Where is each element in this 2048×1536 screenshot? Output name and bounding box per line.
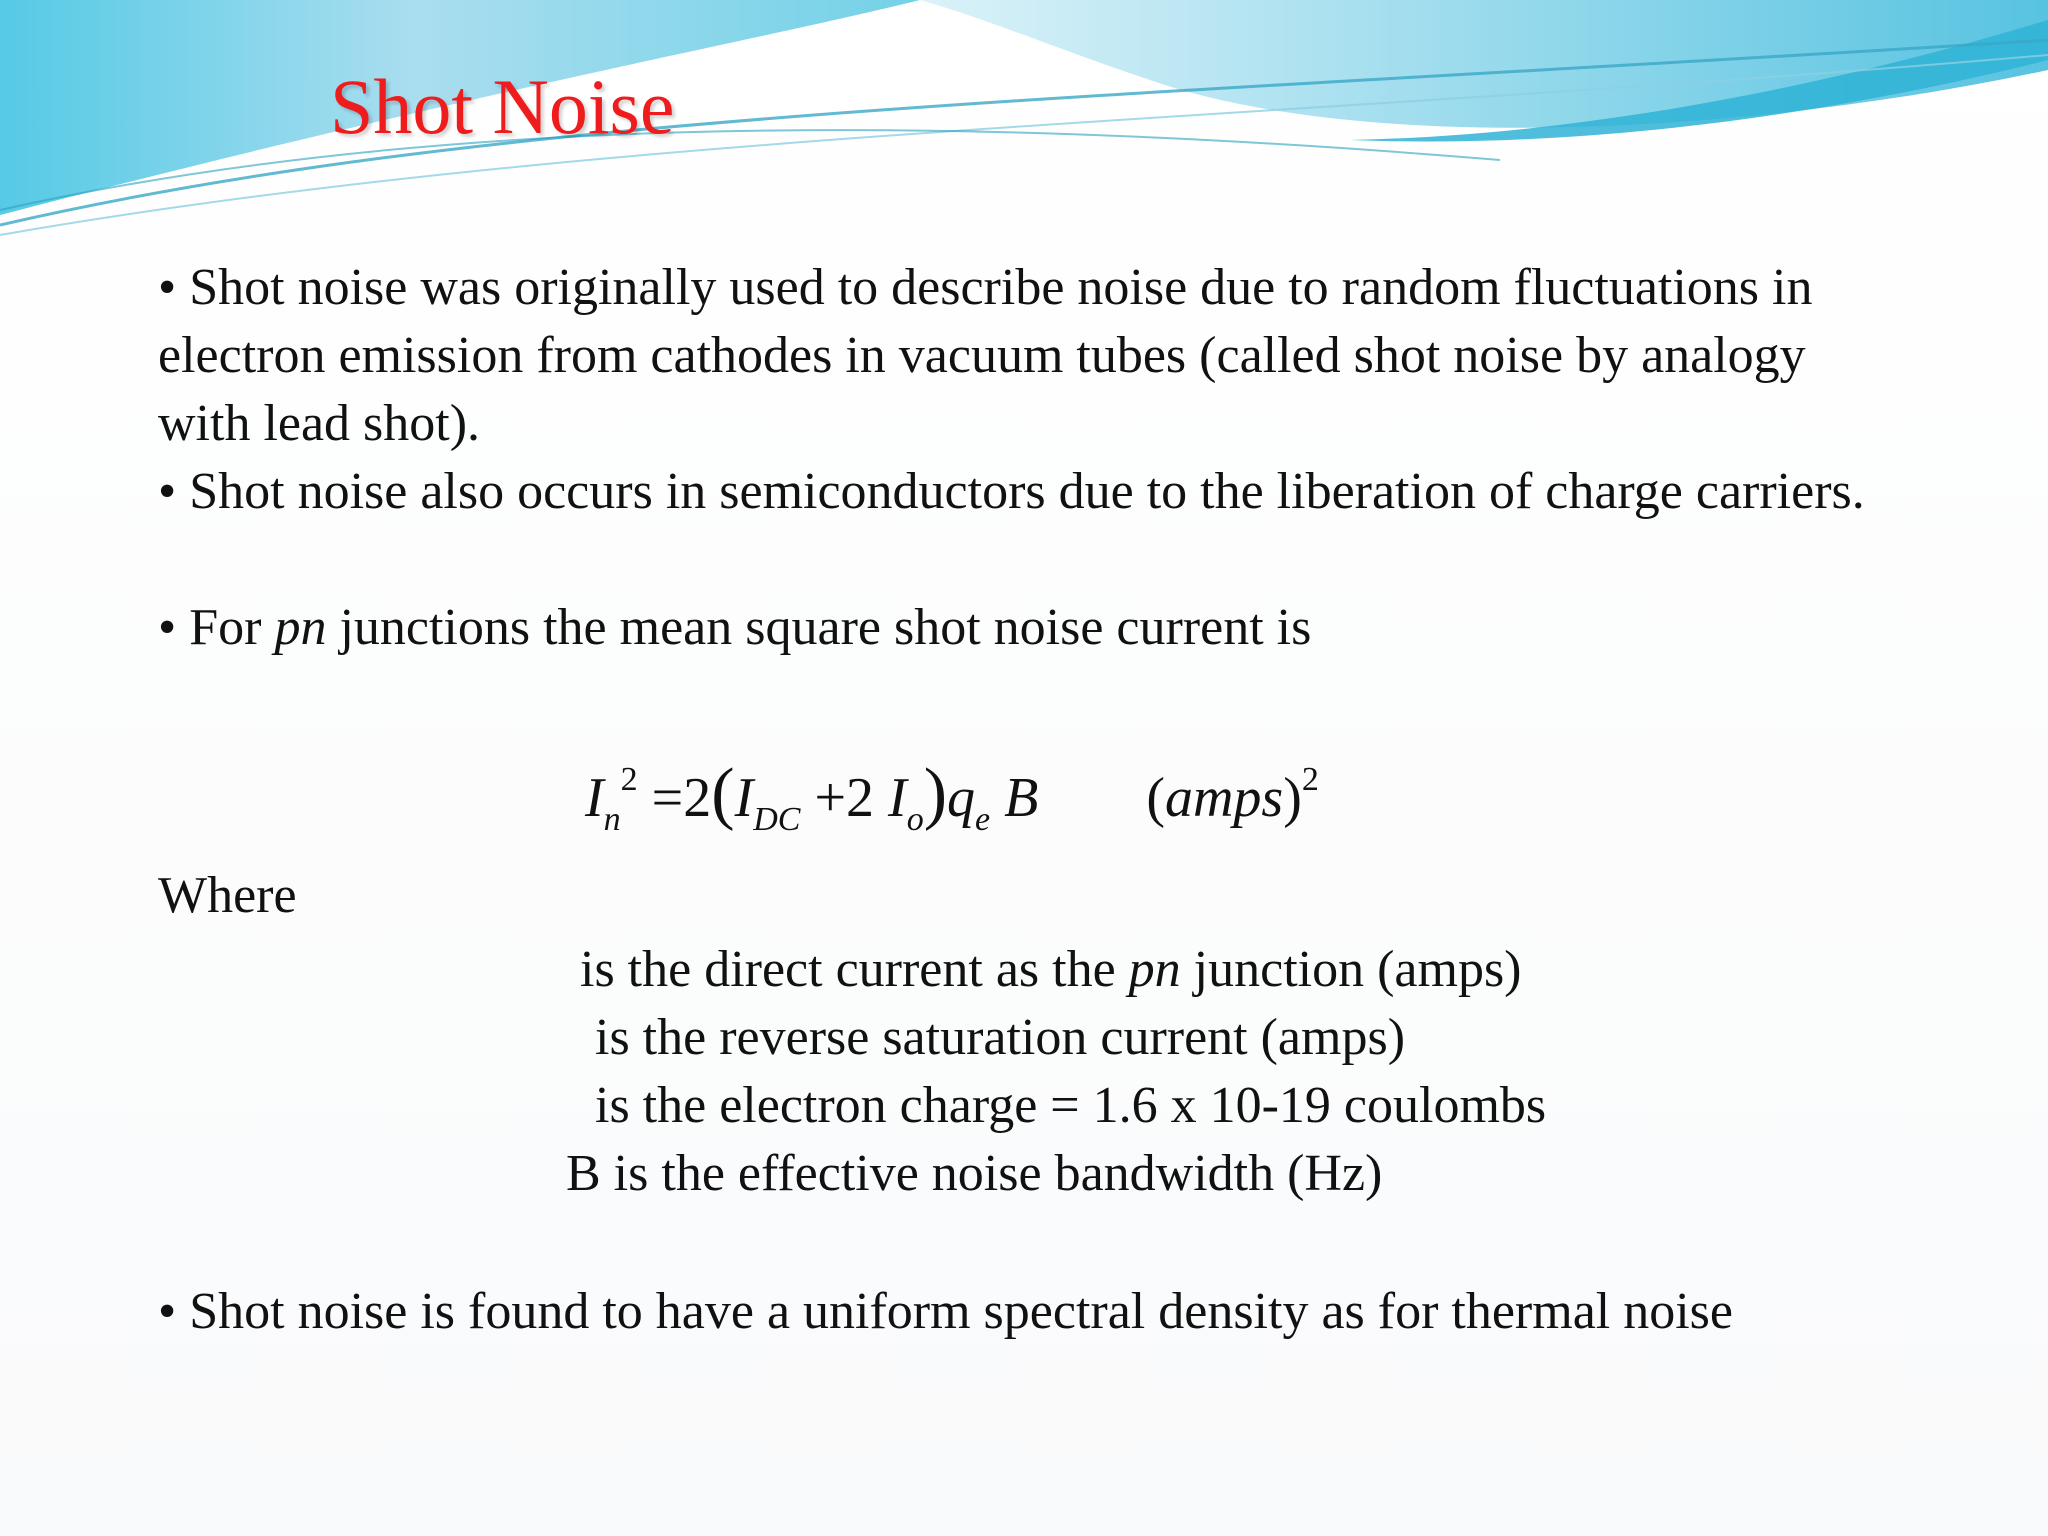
formula-q-base: q [947,767,976,829]
definition-d1-suffix: junction (amps) [1180,941,1522,998]
formula-idc-base: I [734,767,754,829]
formula-lhs-base: I [585,767,604,829]
shot-noise-formula [585,740,1319,860]
formula-io-sub: o [906,801,924,838]
formula-unit-sup: 2 [1301,761,1319,798]
formula-equals: = [651,767,684,829]
formula-idc-sub: DC [753,801,801,838]
definition-d1-prefix: is the direct current as the [580,941,1129,998]
bullet-pn-emphasis: pn [274,599,327,656]
bullet-semiconductors: • Shot noise also occurs in semiconductors due to the liberation of charge carriers. [158,463,1865,520]
formula-unit-close: ) [1283,767,1302,829]
formula-q-sub: e [975,801,991,838]
formula-open-paren: ( [711,755,735,832]
formula-io-base: I [888,767,907,829]
bullet-pn-junctions [158,594,1858,662]
formula-close-paren: ) [923,755,948,832]
formula-coef2: 2 [846,767,875,829]
header-wave-decoration [0,0,2048,260]
definition-direct-current [580,936,1522,1004]
formula-unit: amps [1164,767,1284,829]
formula-lhs-sup: 2 [620,761,638,798]
formula-bandwidth: B [1004,767,1039,829]
definition-electron-charge: is the electron charge = 1.6 x 10-19 coulombs [595,1077,1547,1134]
where-label: Where [158,867,297,924]
formula-coef: 2 [683,767,712,829]
bullet-spectral-density: • Shot noise is found to have a uniform spectral density as for thermal noise [158,1283,1733,1340]
formula-lhs-sub: n [603,801,621,838]
definition-reverse-saturation: is the reverse saturation current (amps) [595,1009,1406,1066]
bullet-shot-noise-origin: • Shot noise was originally used to describe noise due to random fluctuations in electron emission from cathodes in vacuum tubes (called shot noise by analogy with lead shot). [158,259,1813,452]
definition-bandwidth: B is the effective noise bandwidth (Hz) [566,1145,1383,1202]
bullet-pn-prefix: • For [158,599,275,656]
definition-d1-emphasis: pn [1128,941,1181,998]
bullet-pn-suffix: junctions the mean square shot noise current is [326,599,1312,656]
formula-unit-open: ( [1146,767,1165,829]
slide-title: Shot Noise [330,63,675,150]
formula-plus: + [814,767,847,829]
